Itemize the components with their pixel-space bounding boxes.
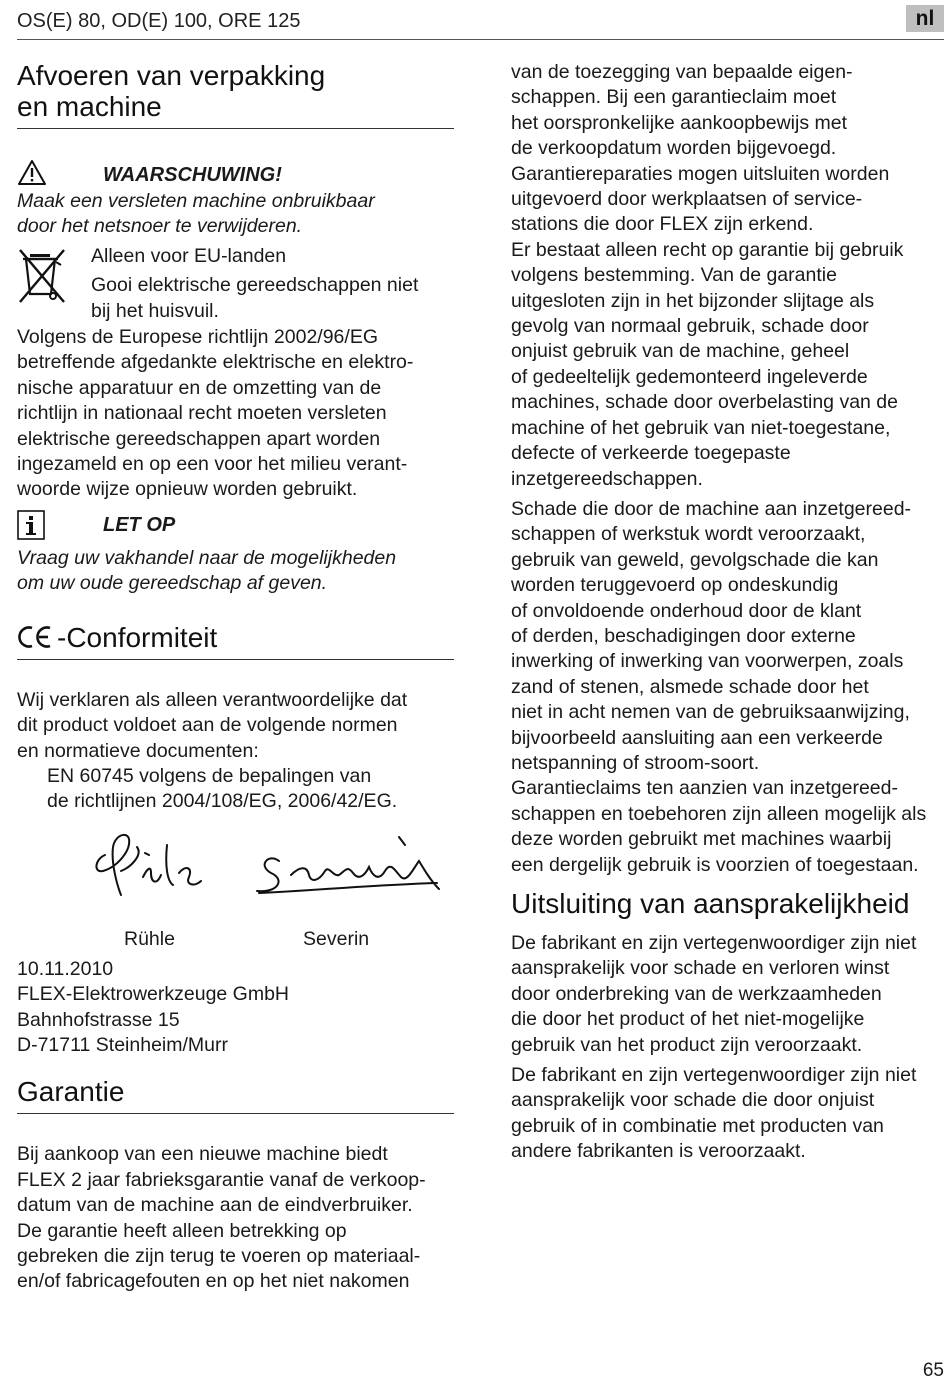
household-waste-line: bij het huisvuil. — [91, 299, 219, 322]
warranty-cont-line: Garantiereparaties mogen uitsluiten worden — [511, 162, 890, 185]
warranty-cont-line: stations die door FLEX zijn erkend. — [511, 213, 814, 236]
liability-line: die door het product of het niet-mogelijke — [511, 1008, 865, 1031]
damage-line: niet in acht nemen van de gebruiksaanwijzing, — [511, 701, 910, 724]
conformity-heading — [17, 622, 454, 653]
warranty-cont-line: uitgesloten zijn in het bijzonder slijtage als — [511, 289, 875, 312]
damage-line: bijvoorbeeld aansluiting aan een verkeerde — [511, 726, 883, 749]
warranty-line: datum van de machine aan de eindverbruiker. — [17, 1194, 413, 1217]
signatory-name-2: Severin — [303, 927, 370, 950]
warranty-cont-line: schappen. Bij een garantieclaim moet — [511, 86, 837, 109]
damage-exclusion-paragraph — [511, 497, 947, 878]
signature-ruhle — [87, 825, 217, 907]
warranty-cont-line: defecte of verkeerde toegepaste — [511, 442, 791, 465]
warranty-cont-line: volgens bestemming. Van de garantie — [511, 264, 837, 287]
signature-area — [17, 815, 454, 927]
warranty-paragraph — [17, 1142, 454, 1294]
damage-line: inwerking of inwerking van voorwerpen, zoals — [511, 650, 904, 673]
damage-line: gebruik van geweld, gevolgschade die kan — [511, 548, 879, 571]
liability-line: gebruik of in combinatie met producten van — [511, 1114, 884, 1137]
conformity-line: Wij verklaren als alleen verantwoordelijke dat — [17, 688, 408, 711]
disposal-heading-line-2: en machine — [17, 91, 162, 122]
warranty-cont-line: van de toezegging van bepaalde eigen- — [511, 61, 853, 83]
conformity-line: dit product voldoet aan de volgende normen — [17, 714, 398, 737]
conformity-paragraph — [17, 688, 454, 764]
household-waste-text — [91, 273, 454, 324]
signature-severin — [249, 831, 449, 903]
disposal-heading-line-1: Afvoeren van verpakking — [17, 60, 326, 91]
note-label: LET OP — [103, 513, 176, 536]
warranty-cont-line: Er bestaat alleen recht op garantie bij gebruik — [511, 238, 904, 261]
warning-triangle-icon — [17, 159, 47, 186]
norm-line: EN 60745 volgens de bepalingen van — [47, 764, 372, 787]
damage-line: schappen of werkstuk wordt veroorzaakt, — [511, 523, 866, 546]
warranty-cont-line: machine of het gebruik van niet-toegestane, — [511, 416, 891, 439]
warranty-heading: Garantie — [17, 1076, 125, 1108]
note-text-line: om uw oude gereedschap af geven. — [17, 572, 328, 595]
conformity-heading-text: -Conformiteit — [57, 621, 218, 653]
damage-line: of onvoldoende onderhoud door de klant — [511, 599, 862, 622]
liability-paragraph-2 — [511, 1063, 947, 1165]
eu-disposal-block — [17, 244, 454, 324]
damage-line: schappen en toebehoren zijn alleen mogelijk als — [511, 802, 927, 825]
liability-line: gebruik van het product zijn veroorzaakt. — [511, 1033, 863, 1056]
warranty-line: Bij aankoop van een nieuwe machine biedt — [17, 1143, 388, 1166]
eu-only-label — [91, 244, 454, 269]
norm-line: de richtlijnen 2004/108/EG, 2006/42/EG. — [47, 790, 398, 813]
company-city: D-71711 Steinheim/Murr — [17, 1033, 228, 1056]
company-address — [17, 957, 454, 1059]
warranty-cont-line: gevolg van normaal gebruik, schade door — [511, 315, 869, 338]
liability-line: andere fabrikanten is veroorzaakt. — [511, 1140, 806, 1163]
warranty-cont-line: het oorspronkelijke aankoopbewijs met — [511, 111, 848, 134]
liability-line: door onderbreking van de werkzaamheden — [511, 982, 882, 1005]
right-column — [511, 60, 947, 1165]
eu-only-text: Alleen voor EU-landen — [91, 244, 287, 267]
warning-text-line: door het netsnoer te verwijderen. — [17, 215, 303, 238]
warning-text-line: Maak een versleten machine onbruikbaar — [17, 190, 375, 212]
household-waste-line: Gooi elektrische gereedschappen niet — [91, 274, 419, 297]
damage-line: een dergelijk gebruik is voorzien of toegestaan. — [511, 853, 919, 876]
conformity-heading-rule — [17, 659, 454, 660]
warranty-cont-line: uitgevoerd door werkplaatsen of service- — [511, 188, 863, 211]
disposal-heading-rule — [17, 128, 454, 129]
warranty-line: De garantie heeft alleen betrekking op — [17, 1219, 347, 1242]
damage-line: zand of stenen, alsmede schade door het — [511, 675, 869, 698]
warranty-continued-paragraph — [511, 60, 947, 492]
warranty-cont-line: de verkoopdatum worden bijgevoegd. — [511, 137, 837, 160]
info-icon — [17, 510, 45, 540]
note-text-line: Vraag uw vakhandel naar de mogelijkheden — [17, 546, 397, 569]
damage-line: Garantieclaims ten aanzien van inzetgereed- — [511, 777, 898, 800]
header-rule — [17, 39, 944, 40]
directive-line: nische apparatuur en de omzetting van de — [17, 376, 382, 399]
damage-line: deze worden gebruikt met machines waarbij — [511, 828, 892, 851]
signatory-name-1: Rühle — [124, 927, 175, 950]
warning-header — [17, 163, 454, 188]
damage-line: netspanning of stroom-soort. — [511, 751, 760, 774]
warning-text — [17, 189, 454, 240]
warranty-cont-line: inzetgereedschappen. — [511, 467, 703, 490]
note-header — [17, 513, 454, 538]
document-header-title: OS(E) 80, OD(E) 100, ORE 125 — [17, 10, 301, 32]
directive-line: richtlijn in nationaal recht moeten versleten — [17, 402, 387, 425]
page-number: 65 — [922, 1360, 944, 1381]
liability-line: De fabrikant en zijn vertegenwoordiger zijn niet — [511, 932, 917, 954]
damage-line: of derden, beschadigingen door externe — [511, 624, 856, 647]
disposal-heading — [17, 60, 454, 122]
damage-line: Schade die door de machine aan inzetgereed- — [511, 497, 912, 520]
liability-line: aansprakelijk voor schade en verloren winst — [511, 957, 890, 980]
directive-line: ingezameld en op een voor het milieu verant- — [17, 453, 408, 476]
warranty-cont-line: of gedeeltelijk gedemonteerd ingeleverde — [511, 365, 868, 388]
note-text — [17, 546, 454, 597]
warning-label: WAARSCHUWING! — [103, 164, 282, 186]
company-name: FLEX-Elektrowerkzeuge GmbH — [17, 983, 290, 1006]
warranty-heading-rule — [17, 1113, 454, 1114]
damage-line: worden teruggevoerd op ondeskundig — [511, 574, 839, 597]
crossed-out-wheelie-bin-icon — [17, 248, 67, 304]
company-street: Bahnhofstrasse 15 — [17, 1008, 180, 1031]
directive-paragraph — [17, 325, 454, 503]
signatory-names — [17, 927, 454, 953]
conformity-line: en normatieve documenten: — [17, 739, 259, 762]
language-badge: nl — [906, 5, 944, 32]
liability-heading: Uitsluiting van aansprakelijkheid — [511, 888, 910, 919]
directive-line: betreffende afgedankte elektrische en elektro- — [17, 351, 414, 374]
warranty-line: en/of fabricagefouten en op het niet nakomen — [17, 1270, 410, 1293]
warranty-cont-line: machines, schade door overbelasting van de — [511, 391, 898, 414]
signature-date: 10.11.2010 — [17, 957, 114, 980]
norm-reference — [17, 764, 454, 815]
warranty-line: gebreken die zijn terug te voeren op materiaal- — [17, 1244, 421, 1267]
directive-line: elektrische gereedschappen apart worden — [17, 427, 381, 450]
ce-mark-icon — [17, 624, 55, 650]
warranty-cont-line: onjuist gebruik van de machine, geheel — [511, 340, 850, 363]
left-column — [17, 60, 454, 1295]
directive-line: Volgens de Europese richtlijn 2002/96/EG — [17, 326, 378, 349]
directive-line: woorde wijze opnieuw worden gebruikt. — [17, 478, 358, 501]
liability-paragraph-1 — [511, 931, 947, 1058]
liability-line: De fabrikant en zijn vertegenwoordiger zijn niet — [511, 1064, 917, 1087]
liability-line: aansprakelijk voor schade die door onjuist — [511, 1089, 875, 1112]
warranty-line: FLEX 2 jaar fabrieksgarantie vanaf de verkoop- — [17, 1168, 426, 1191]
